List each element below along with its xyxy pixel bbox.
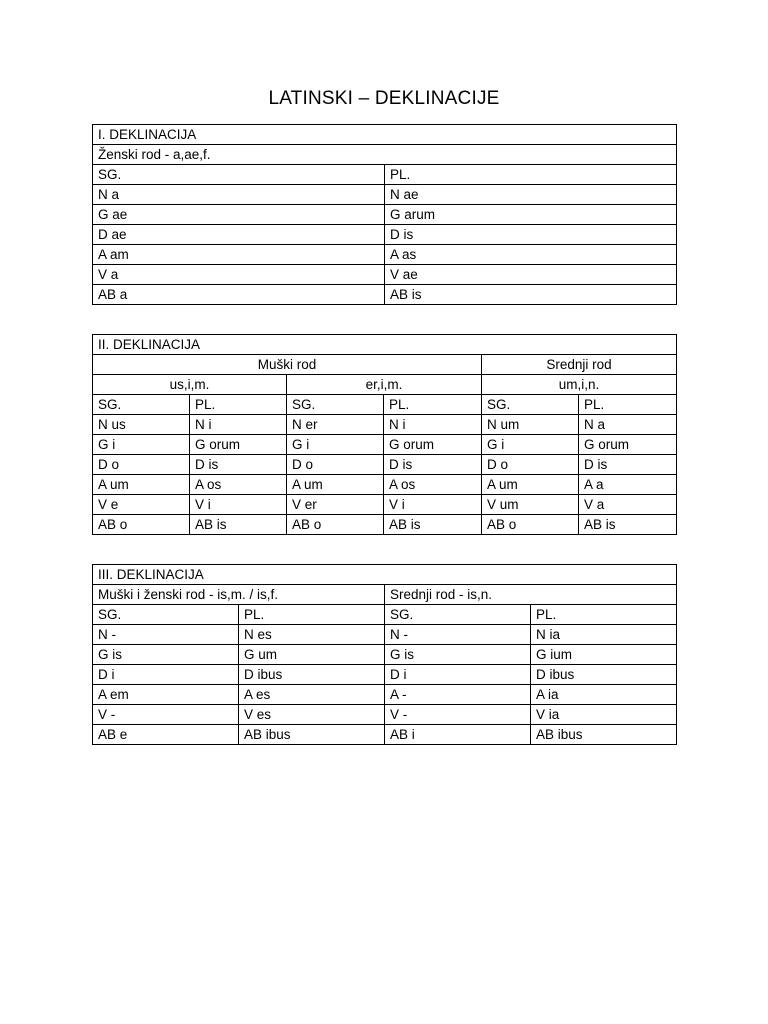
table-cell: A as [385,245,677,265]
table-cell: D ibus [239,665,385,685]
table-row [93,205,677,225]
table-row [93,285,677,305]
plural-header: PL. [239,605,385,625]
table-row [93,645,677,665]
singular-header: SG. [93,605,239,625]
table-cell: V - [93,705,239,725]
table-cell: G orum [579,435,677,455]
neuter-label: Srednji rod [482,355,677,375]
table-cell: AB is [384,515,482,535]
table-cell: N a [579,415,677,435]
table-cell: N er [287,415,384,435]
table-cell: D is [385,225,677,245]
table-row [93,455,677,475]
table-cell: A um [287,475,384,495]
table-cell: G ae [93,205,385,225]
table-cell: N um [482,415,579,435]
table-cell: N i [190,415,287,435]
plural-header: PL. [385,165,677,185]
table-cell: A ia [531,685,677,705]
table-cell: A a [579,475,677,495]
table-cell: A es [239,685,385,705]
table-cell: N ae [385,185,677,205]
plural-header: PL. [531,605,677,625]
table-cell: A um [482,475,579,495]
table-cell: A - [385,685,531,705]
table-cell: N a [93,185,385,205]
table-row [93,225,677,245]
table-row [93,705,677,725]
table-row [93,185,677,205]
table-cell: N - [385,625,531,645]
table-row [93,625,677,645]
table-cell: G i [482,435,579,455]
table-cell: V i [384,495,482,515]
singular-header: SG. [93,165,385,185]
table-heading: I. DEKLINACIJA [93,125,677,145]
table-cell: D o [482,455,579,475]
table-cell: G is [385,645,531,665]
singular-header: SG. [482,395,579,415]
table-cell: A os [190,475,287,495]
page-title: LATINSKI – DEKLINACIJE [268,88,500,109]
table-cell: N ia [531,625,677,645]
masculine-label: Muški rod [93,355,482,375]
group-label-um: um,i,n. [482,375,677,395]
table-cell: G orum [190,435,287,455]
table-row [93,245,677,265]
table-cell: AB is [579,515,677,535]
table-cell: V er [287,495,384,515]
table-heading: II. DEKLINACIJA [93,335,677,355]
table-row [93,515,677,535]
table-cell: D ibus [531,665,677,685]
singular-header: SG. [93,395,190,415]
table-row [93,725,677,745]
table-row [93,415,677,435]
table-cell: D o [287,455,384,475]
table-cell: AB ibus [239,725,385,745]
table-cell: AB is [385,285,677,305]
singular-header: SG. [287,395,384,415]
masculine-feminine-label: Muški i ženski rod - is,m. / is,f. [93,585,385,605]
table-cell: G arum [385,205,677,225]
table-cell: AB i [385,725,531,745]
table-row [93,495,677,515]
table-cell: D i [385,665,531,685]
table-cell: D is [190,455,287,475]
table-cell: N - [93,625,239,645]
table-cell: G i [93,435,190,455]
neuter-label: Srednji rod - is,n. [385,585,677,605]
second-declension-table [92,334,677,535]
table-cell: D is [579,455,677,475]
table-cell: N us [93,415,190,435]
table-cell: N es [239,625,385,645]
table-cell: V a [579,495,677,515]
table-cell: AB o [287,515,384,535]
third-declension-table [92,564,677,745]
table-heading: III. DEKLINACIJA [93,565,677,585]
table-cell: AB o [482,515,579,535]
group-label-us: us,i,m. [93,375,287,395]
table-cell: A am [93,245,385,265]
table-cell: D ae [93,225,385,245]
table-cell: V es [239,705,385,725]
table-cell: AB o [93,515,190,535]
table-cell: G orum [384,435,482,455]
plural-header: PL. [190,395,287,415]
table-cell: A um [93,475,190,495]
table-cell: AB e [93,725,239,745]
table-cell: D is [384,455,482,475]
table-cell: G i [287,435,384,455]
table-cell: V - [385,705,531,725]
table-cell: V i [190,495,287,515]
table-row [93,665,677,685]
first-declension-table [92,124,677,305]
table-cell: A os [384,475,482,495]
table-cell: D i [93,665,239,685]
table-cell: A em [93,685,239,705]
table-cell: V um [482,495,579,515]
table-cell: N i [384,415,482,435]
table-cell: D o [93,455,190,475]
table-row [93,685,677,705]
table-row [93,265,677,285]
table-cell: V ae [385,265,677,285]
plural-header: PL. [579,395,677,415]
plural-header: PL. [384,395,482,415]
table-cell: AB ibus [531,725,677,745]
table-row [93,435,677,455]
table-cell: V e [93,495,190,515]
table-cell: AB a [93,285,385,305]
table-cell: V ia [531,705,677,725]
table-cell: G ium [531,645,677,665]
singular-header: SG. [385,605,531,625]
table-cell: G is [93,645,239,665]
table-cell: V a [93,265,385,285]
group-label-er: er,i,m. [287,375,482,395]
table-cell: AB is [190,515,287,535]
gender-label: Ženski rod - a,ae,f. [93,145,677,165]
table-row [93,475,677,495]
table-cell: G um [239,645,385,665]
